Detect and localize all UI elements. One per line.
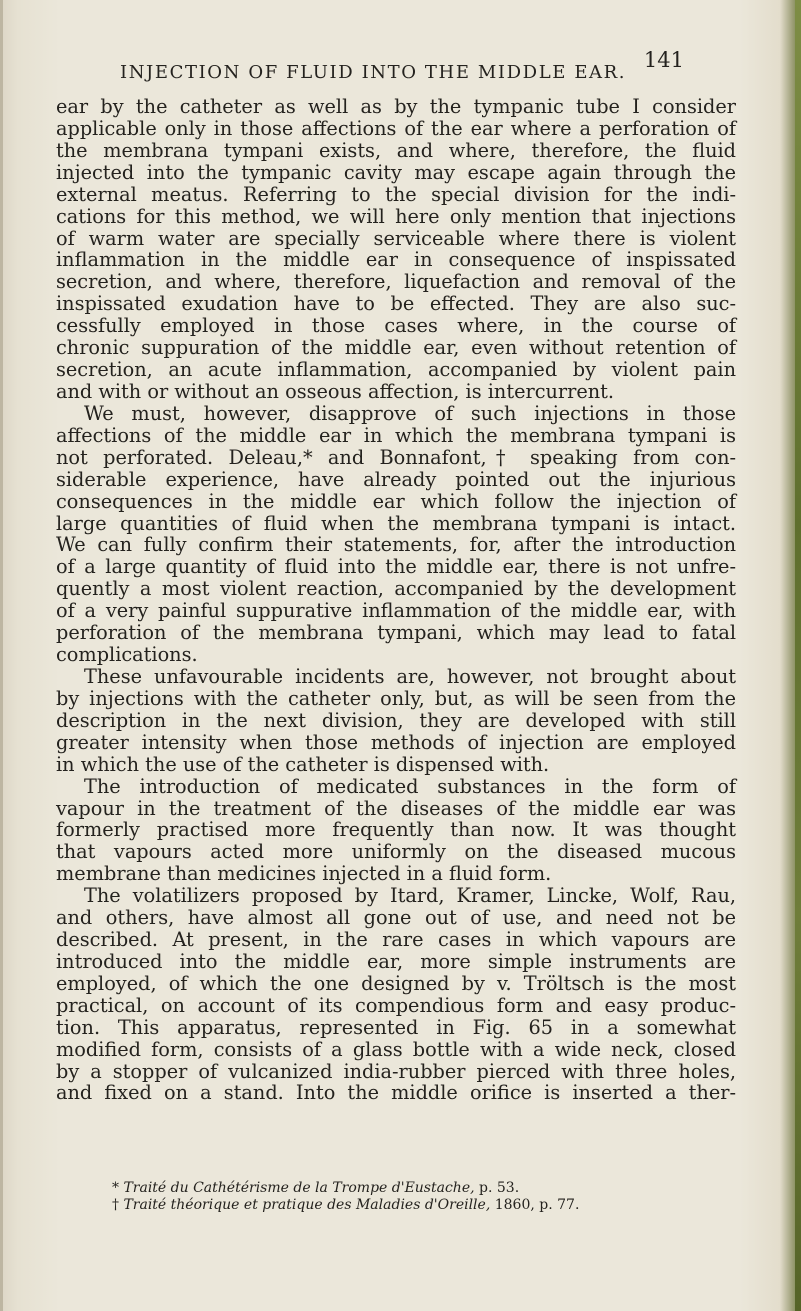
text-line: tion. This apparatus, represented in Fig. 65 in a somewhat: [56, 1015, 736, 1039]
text-line: and fixed on a stand. Into the middle orifice is inserted a ther-: [56, 1081, 736, 1105]
text-line: consequences in the middle ear which follow the injection of: [56, 489, 736, 513]
text-line: cations for this method, we will here only mention that injections: [56, 204, 736, 228]
body-text: [56, 96, 736, 1104]
text-line: that vapours acted more uniformly on the diseased mucous: [56, 840, 736, 864]
text-line: greater intensity when those methods of injection are employed: [56, 730, 736, 754]
text-line: by a stopper of vulcanized india-rubber pierced with three holes,: [56, 1059, 736, 1083]
text-line: inspissated exudation have to be effected. They are also suc-: [56, 292, 736, 316]
text-line: quently a most violent reaction, accompanied by the development: [56, 577, 736, 601]
text-line: external meatus. Referring to the special division for the indi-: [56, 182, 736, 206]
text-line: by injections with the catheter only, but, as will be seen from the: [56, 686, 736, 710]
text-line: cessfully employed in those cases where, in the course of: [56, 314, 736, 338]
text-line: description in the next division, they are developed with still: [56, 708, 736, 732]
footnote-title: Traité du Cathétérisme de la Trompe d'Eustache,: [123, 1180, 475, 1196]
footnotes: [112, 1180, 712, 1214]
footnote-title: Traité théorique et pratique des Maladies d'Oreille,: [123, 1197, 491, 1213]
text-line: secretion, and where, therefore, liquefaction and removal of the: [56, 270, 736, 294]
text-line: ear by the catheter as well as by the tympanic tube I consider: [56, 95, 736, 118]
text-line: affections of the middle ear in which the membrana tympani is: [56, 423, 736, 447]
text-line: of warm water are specially serviceable where there is violent: [56, 226, 736, 250]
text-line: introduced into the middle ear, more simple instruments are: [56, 949, 736, 973]
page-header: [108, 44, 684, 83]
text-line: secretion, an acute inflammation, accompanied by violent pain: [56, 358, 736, 382]
text-line: membrane than medicines injected in a fluid form.: [56, 862, 552, 886]
footnote-mark: *: [112, 1180, 119, 1196]
text-line: complications.: [56, 643, 198, 667]
running-title: INJECTION OF FLUID INTO THE MIDDLE EAR.: [120, 62, 627, 83]
binding-edge: [795, 0, 801, 1311]
text-line: These unfavourable incidents are, however, not brought about: [84, 664, 736, 688]
text-line: in which the use of the catheter is dispensed with.: [56, 752, 550, 776]
text-line: perforation of the membrana tympani, which may lead to fatal: [56, 621, 736, 645]
footnote-ref: p. 53.: [479, 1180, 520, 1196]
text-line: chronic suppuration of the middle ear, even without retention of: [56, 336, 736, 360]
text-line: described. At present, in the rare cases in which vapours are: [56, 928, 736, 952]
page-number: 141: [643, 48, 684, 72]
text-line: and with or without an osseous affection, is intercurrent.: [56, 379, 615, 403]
text-line: applicable only in those affections of the ear where a perforation of: [56, 116, 736, 140]
footnote: [112, 1180, 712, 1197]
footnote: [112, 1197, 712, 1214]
text-line: large quantities of fluid when the membrana tympani is intact.: [56, 511, 736, 535]
footnote-mark: †: [112, 1197, 119, 1213]
text-line: inflammation in the middle ear in consequence of inspissated: [56, 248, 736, 272]
text-line: vapour in the treatment of the diseases of the middle ear was: [56, 796, 736, 820]
text-line: and others, have almost all gone out of use, and need not be: [56, 906, 736, 930]
text-line: employed, of which the one designed by v. Tröltsch is the most: [56, 971, 736, 995]
text-line: practical, on account of its compendious form and easy produc-: [56, 993, 736, 1017]
text-line: We must, however, disapprove of such injections in those: [84, 401, 736, 425]
text-line: of a very painful suppurative inflammation of the middle ear, with: [56, 599, 736, 623]
text-line: We can fully confirm their statements, for, after the introduction: [56, 533, 736, 557]
text-line: formerly practised more frequently than now. It was thought: [56, 818, 736, 842]
page-left-edge: [0, 0, 3, 1311]
text-line: siderable experience, have already pointed out the injurious: [56, 467, 736, 491]
text-line: The introduction of medicated substances in the form of: [84, 774, 736, 798]
text-line: the membrana tympani exists, and where, therefore, the fluid: [56, 138, 736, 162]
text-line: injected into the tympanic cavity may escape again through the: [56, 160, 736, 184]
text-line: not perforated. Deleau,* and Bonnafont,† speaking from con-: [56, 445, 736, 469]
footnote-ref: 1860, p. 77.: [494, 1197, 580, 1213]
text-line: The volatilizers proposed by Itard, Kramer, Lincke, Wolf, Rau,: [84, 884, 736, 908]
text-line: of a large quantity of fluid into the middle ear, there is not unfre-: [56, 555, 736, 579]
text-line: modified form, consists of a glass bottle with a wide neck, closed: [56, 1037, 736, 1061]
